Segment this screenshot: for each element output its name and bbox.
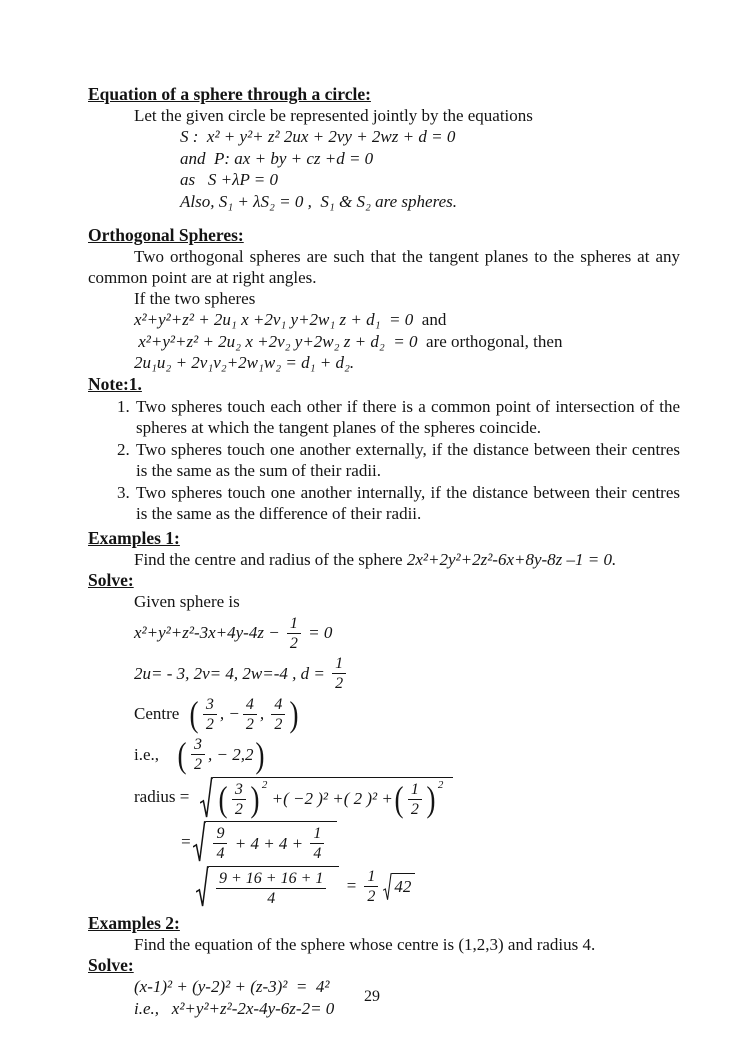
equation-p: and P: ax + by + cz +d = 0 bbox=[180, 148, 374, 168]
section-heading: Orthogonal Spheres: bbox=[88, 225, 244, 245]
intro-text: If the two spheres bbox=[134, 289, 256, 308]
fraction: $\frac{1}{2}$ bbox=[287, 615, 301, 653]
centre-line: Centre ( $\frac{3}{2}$ , − $\frac{4}{2}$ , $\frac{4}{2}$ ) bbox=[134, 694, 299, 735]
close-paren: ) bbox=[255, 734, 265, 775]
equation-orthogonality-condition: 2u₁u₂ + 2v₁v₂+2w₁w₂ = d₁ + d₂. bbox=[134, 353, 355, 372]
note-list bbox=[88, 396, 680, 525]
radius-step-3: $\frac{9 + 16 + 16 + 1}{4}$ = $\frac{1}{2}$ 42 bbox=[194, 866, 680, 908]
open-paren: ( bbox=[394, 779, 404, 820]
problem-statement: Find the equation of the sphere whose centre is (1,2,3) and radius 4. bbox=[134, 935, 596, 955]
fraction: $\frac{1}{2}$ bbox=[364, 868, 378, 906]
fraction: $\frac{1}{2}$ bbox=[408, 781, 422, 819]
equation-block bbox=[134, 288, 680, 374]
close-paren: ) bbox=[250, 779, 260, 820]
square-root: $\frac{9}{4}$ + 4 + 4 + $\frac{1}{4}$ bbox=[193, 821, 337, 863]
section-example-1 bbox=[88, 528, 680, 908]
fraction: $\frac{1}{4}$ bbox=[310, 825, 324, 863]
square-root: 42 bbox=[383, 873, 415, 901]
exponent: 2 bbox=[261, 779, 268, 792]
fraction: $\frac{9 + 16 + 16 + 1}{4}$ bbox=[216, 870, 326, 908]
fraction: $\frac{4}{2}$ bbox=[271, 696, 285, 734]
section-heading: Equation of a sphere through a circle: bbox=[88, 84, 371, 104]
equation-given-sphere: x²+y²+z²-3x+4y-4z − $\frac{1}{2}$ = 0 bbox=[134, 614, 333, 652]
square-root bbox=[196, 866, 339, 908]
section-orthogonal-spheres bbox=[88, 225, 680, 374]
fraction: $\frac{3}{2}$ bbox=[203, 696, 217, 734]
open-paren: ( bbox=[177, 734, 187, 775]
example-heading: Examples 1: bbox=[88, 527, 180, 548]
equation-sphere-1: x²+y²+z² + 2u₁ x +2v₁ y+2w₁ z + d₁ = 0 and bbox=[134, 310, 447, 329]
equation-expanded: i.e., x²+y²+z²-2x-4y-6z-2= 0 bbox=[134, 998, 335, 1018]
open-paren: ( bbox=[189, 694, 199, 735]
example-heading: Examples 2: bbox=[88, 913, 180, 934]
close-paren: ) bbox=[426, 779, 436, 820]
radical-icon bbox=[383, 873, 392, 901]
equation-s-lambda-p: as S +λP = 0 bbox=[180, 170, 278, 189]
equation-also: Also, S₁ + λS₂ = 0 , S₁ & S₂ are spheres. bbox=[180, 191, 457, 211]
open-paren: ( bbox=[218, 779, 228, 820]
radical-icon bbox=[196, 866, 209, 908]
problem-statement: Find the centre and radius of the sphere 2x²+2y²+2z²-6x+8y-8z –1 = 0. bbox=[134, 549, 617, 569]
close-paren: ) bbox=[289, 694, 299, 735]
intro-text: Let the given circle be represented jointly by the equations bbox=[134, 106, 533, 125]
note-item: 2. Two spheres touch one another externally, if the distance between their centres is the same as the sum of their radii. bbox=[134, 439, 680, 482]
note-item: 3. Two spheres touch one another internally, if the distance between their centres is the same as the difference of their radii. bbox=[134, 482, 680, 525]
note-item: 1. Two spheres touch each other if there is a common point of intersection of the spheres at which the tangent planes of the spheres coincide. bbox=[134, 396, 680, 439]
body-text: Two orthogonal spheres are such that the tangent planes to the spheres at any common point are at right angles. bbox=[88, 247, 680, 287]
fraction: $\frac{1}{2}$ bbox=[332, 655, 346, 693]
page-number: 29 bbox=[364, 988, 380, 1005]
fraction: $\frac{4}{2}$ bbox=[243, 696, 257, 734]
radius-equation: radius = ( $\frac{3}{2}$ ) 2 +( −2 )² +( 2 )² + ( $\frac{1}{2}$ ) 2 bbox=[134, 777, 680, 819]
note-heading: Note:1. bbox=[88, 373, 142, 394]
solve-heading: Solve: bbox=[88, 955, 134, 976]
equation-standard-form: (x-1)² + (y-2)² + (z-3)² = 4² bbox=[134, 977, 330, 997]
section-note bbox=[88, 374, 680, 525]
radical-icon bbox=[193, 821, 206, 863]
equation-coefficients: 2u= - 3, 2v= 4, 2w=-4 , d = $\frac{1}{2}$ bbox=[134, 655, 680, 693]
equation-sphere-2: x²+y²+z² + 2u₂ x +2v₂ y+2w₂ z + d₂ = 0 are orthogonal, then bbox=[134, 331, 563, 351]
radical-icon bbox=[200, 777, 213, 819]
equation-s: S : x² + y²+ z² 2ux + 2vy + 2wz + d = 0 bbox=[180, 127, 456, 146]
fraction: $\frac{3}{2}$ bbox=[191, 736, 205, 774]
exponent: 2 bbox=[437, 779, 444, 792]
centre-simplified-line: i.e., ( $\frac{3}{2}$ , − 2,2 ) bbox=[134, 734, 265, 775]
equation-block bbox=[180, 126, 680, 212]
solve-heading: Solve: bbox=[88, 569, 134, 590]
square-root: ( $\frac{3}{2}$ ) 2 +( −2 )² +( 2 )² + ( $\frac{1}{2}$ ) 2 bbox=[200, 777, 453, 819]
radius-step-2: = $\frac{9}{4}$ + 4 + 4 + $\frac{1}{4}$ bbox=[180, 821, 680, 863]
fraction: $\frac{9}{4}$ bbox=[213, 825, 227, 863]
given-text: Given sphere is bbox=[134, 591, 240, 611]
fraction: $\frac{3}{2}$ bbox=[232, 781, 246, 819]
section-sphere-through-circle bbox=[88, 84, 680, 212]
